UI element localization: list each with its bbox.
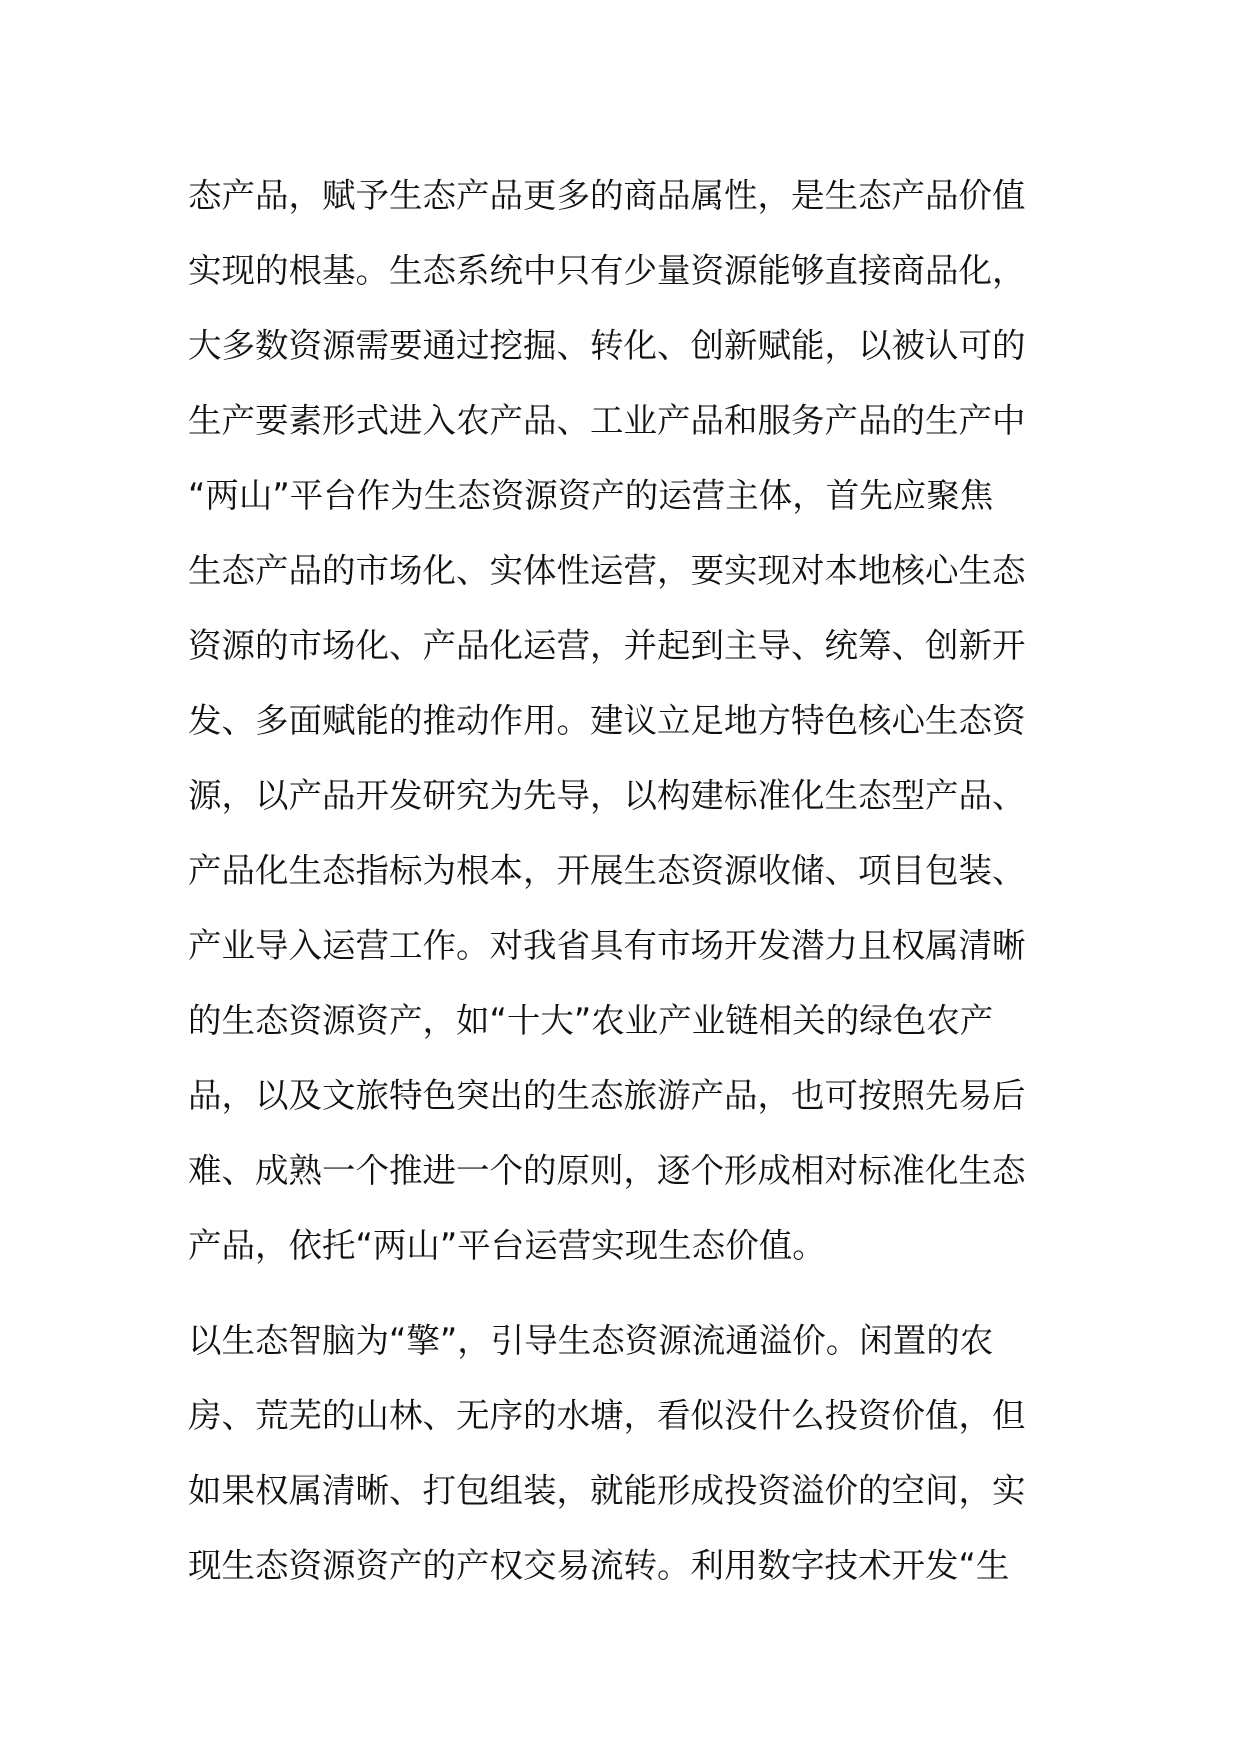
text-line: 生态产品的市场化、实体性运营，要实现对本地核心生态 [188, 551, 1026, 590]
text-line: 实现的根基。生态系统中只有少量资源能够直接商品化， [188, 251, 1026, 290]
text-line: 产品化生态指标为根本，开展生态资源收储、项目包装、 [188, 851, 1026, 890]
paragraph-1 [188, 168, 1058, 1313]
text-line: 发、多面赋能的推动作用。建议立足地方特色核心生态资 [188, 701, 1026, 740]
text-line: 态产品，赋予生态产品更多的商品属性，是生态产品价值 [188, 176, 1026, 215]
text-line: 产品，依托“两山”平台运营实现生态价值。 [188, 1226, 826, 1265]
text-line: 难、成熟一个推进一个的原则，逐个形成相对标准化生态 [188, 1151, 1026, 1190]
text-line: 大多数资源需要通过挖掘、转化、创新赋能，以被认可的 [188, 326, 1026, 365]
text-line: 如果权属清晰、打包组装，就能形成投资溢价的空间，实 [188, 1471, 1026, 1510]
text-line: 的生态资源资产，如“十大”农业产业链相关的绿色农产 [188, 1001, 994, 1040]
text-line: 源，以产品开发研究为先导，以构建标准化生态型产品、 [188, 776, 1026, 815]
text-line: 房、荒芜的山林、无序的水塘，看似没什么投资价值，但 [188, 1396, 1026, 1435]
text-line: 资源的市场化、产品化运营，并起到主导、统筹、创新开 [188, 626, 1026, 665]
text-line: 以生态智脑为“擎”，引导生态资源流通溢价。闲置的农 [188, 1321, 994, 1360]
text-line: 品，以及文旅特色突出的生态旅游产品，也可按照先易后 [188, 1076, 1026, 1115]
text-line: “两山”平台作为生态资源资产的运营主体，首先应聚焦 [188, 476, 994, 515]
text-line: 现生态资源资产的产权交易流转。利用数字技术开发“生 [188, 1546, 1010, 1585]
text-line: 生产要素形式进入农产品、工业产品和服务产品的生产中 [188, 401, 1026, 440]
document-body [188, 168, 1058, 1613]
text-line: 产业导入运营工作。对我省具有市场开发潜力且权属清晰 [188, 926, 1026, 965]
paragraph-2 [188, 1313, 1058, 1613]
